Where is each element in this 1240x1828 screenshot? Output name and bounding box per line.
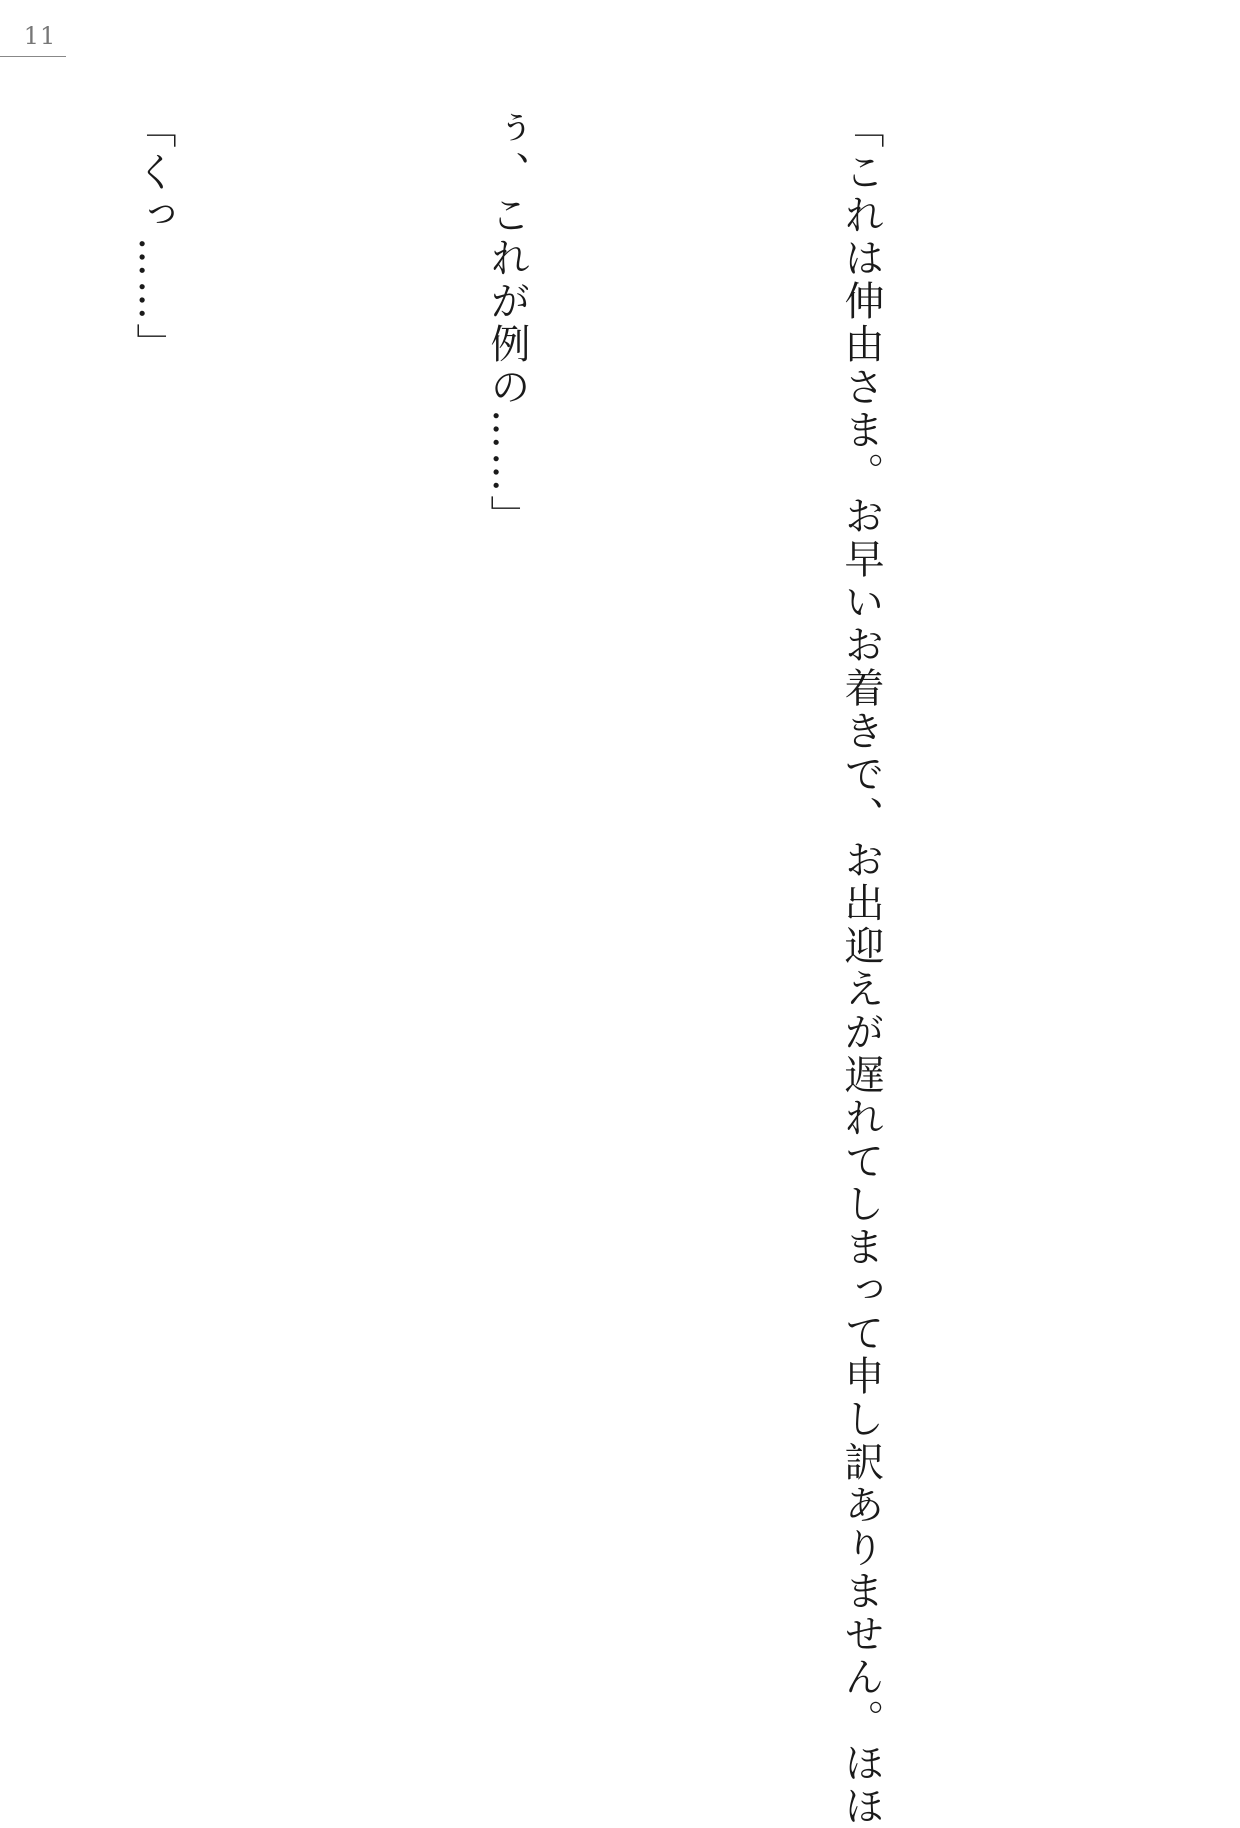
text-line: 「これは伸由さま。お早いお着きで、お出迎えが遅れてしまって申し訳ありません。ほほ — [838, 108, 884, 1828]
text-line: 「くっ……」 — [130, 108, 176, 366]
vertical-text-block — [116, 108, 1156, 1828]
page-number-rule — [0, 56, 66, 57]
text-line: ぅ、これが例の……」 — [484, 108, 530, 538]
page-number: 11 — [23, 22, 57, 50]
